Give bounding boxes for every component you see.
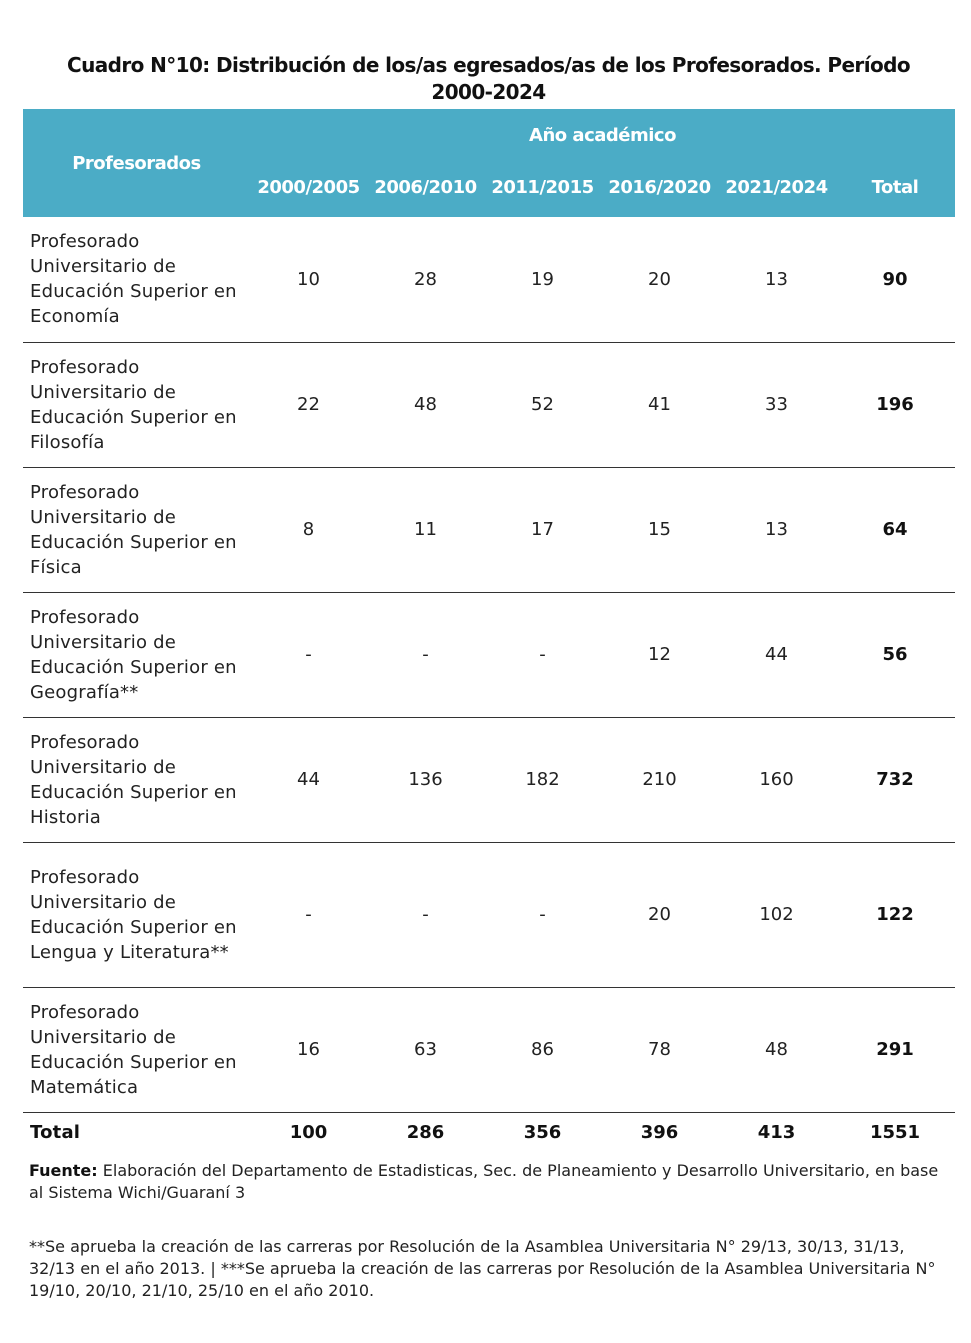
table-row: [23, 217, 955, 342]
header-col-total: Total: [835, 161, 955, 217]
table-cell: 86: [484, 987, 601, 1112]
table-cell: 20: [601, 842, 718, 987]
table-cell: 20: [601, 217, 718, 342]
table-cell: 22: [250, 342, 367, 467]
table-header: [23, 109, 955, 217]
table-cell: 44: [718, 592, 835, 717]
table-cell: 41: [601, 342, 718, 467]
table-cell: 44: [250, 717, 367, 842]
table-cell: 13: [718, 217, 835, 342]
header-profesorados: Profesorados: [23, 109, 250, 217]
row-label: Profesorado Universitario de Educación Superior en Física: [23, 467, 250, 592]
table-cell: 15: [601, 467, 718, 592]
table-body: [23, 217, 955, 1153]
table-cell: 8: [250, 467, 367, 592]
table-cell: 13: [718, 467, 835, 592]
table-row: [23, 987, 955, 1112]
header-col-2006-2010: 2006/2010: [367, 161, 484, 217]
row-total: 64: [835, 467, 955, 592]
grand-total: 1551: [869, 1122, 921, 1143]
totals-label: Total: [30, 1122, 81, 1143]
header-col-2021-2024: 2021/2024: [718, 161, 835, 217]
table-cell: -: [250, 842, 367, 987]
table-cell: 12: [601, 592, 718, 717]
table-cell: -: [484, 842, 601, 987]
table-cell: 48: [718, 987, 835, 1112]
table-row: [23, 467, 955, 592]
table-row: [23, 592, 955, 717]
table-cell: 10: [250, 217, 367, 342]
table-cell: 63: [367, 987, 484, 1112]
table-title: Cuadro N°10: Distribución de los/as egresados/as de los Profesorados. Período 2000-2024: [67, 53, 910, 104]
row-total: 196: [835, 342, 955, 467]
table-cell: 16: [250, 987, 367, 1112]
table-cell: -: [367, 842, 484, 987]
table-cell: 78: [601, 987, 718, 1112]
row-label: Profesorado Universitario de Educación Superior en Filosofía: [23, 342, 250, 467]
table-cell: 33: [718, 342, 835, 467]
totals-cell: 100: [289, 1122, 328, 1143]
row-label: Profesorado Universitario de Educación Superior en Historia: [23, 717, 250, 842]
footnote: **Se aprueba la creación de las carreras por Resolución de la Asamblea Universitaria N° 29/13, 30/13, 31/13, 32/13 en el año 2013. | ***Se aprueba la creación de las carreras por Resolución de la Asamblea Universitaria N° 19/10, 20/10, 21/10, 25/10 en el año 2010.: [29, 1237, 936, 1300]
row-total: 122: [835, 842, 955, 987]
totals-cell: 286: [406, 1122, 445, 1143]
graduates-table: [23, 109, 955, 1153]
table-cell: 19: [484, 217, 601, 342]
table-cell: 28: [367, 217, 484, 342]
source-note: [29, 1160, 944, 1204]
table-cell: 160: [718, 717, 835, 842]
row-total: 291: [835, 987, 955, 1112]
totals-cell: 396: [640, 1122, 679, 1143]
header-ano-academico: Año académico: [250, 109, 955, 161]
row-label: Profesorado Universitario de Educación Superior en Economía: [23, 217, 250, 342]
table-cell: 48: [367, 342, 484, 467]
table-row: [23, 842, 955, 987]
totals-cell: 413: [757, 1122, 796, 1143]
row-label: Profesorado Universitario de Educación Superior en Matemática: [23, 987, 250, 1112]
source-text: Elaboración del Departamento de Estadisticas, Sec. de Planeamiento y Desarrollo Universitario, en base al Sistema Wichi/Guaraní 3: [29, 1161, 939, 1202]
table-row: [23, 342, 955, 467]
table-cell: 52: [484, 342, 601, 467]
table-cell: 182: [484, 717, 601, 842]
table-cell: 102: [718, 842, 835, 987]
header-col-2000-2005: 2000/2005: [250, 161, 367, 217]
header-col-2016-2020: 2016/2020: [601, 161, 718, 217]
row-total: 90: [835, 217, 955, 342]
table-cell: -: [250, 592, 367, 717]
table-cell: 136: [367, 717, 484, 842]
row-label: Profesorado Universitario de Educación Superior en Lengua y Literatura**: [23, 842, 250, 987]
table-cell: -: [367, 592, 484, 717]
table-cell: 210: [601, 717, 718, 842]
source-label: Fuente:: [29, 1161, 98, 1180]
totals-row: [23, 1112, 955, 1153]
table-cell: 11: [367, 467, 484, 592]
totals-cell: 356: [523, 1122, 562, 1143]
table-cell: 17: [484, 467, 601, 592]
table-cell: -: [484, 592, 601, 717]
row-label: Profesorado Universitario de Educación Superior en Geografía**: [23, 592, 250, 717]
row-total: 56: [835, 592, 955, 717]
table-row: [23, 717, 955, 842]
header-col-2011-2015: 2011/2015: [484, 161, 601, 217]
row-total: 732: [835, 717, 955, 842]
